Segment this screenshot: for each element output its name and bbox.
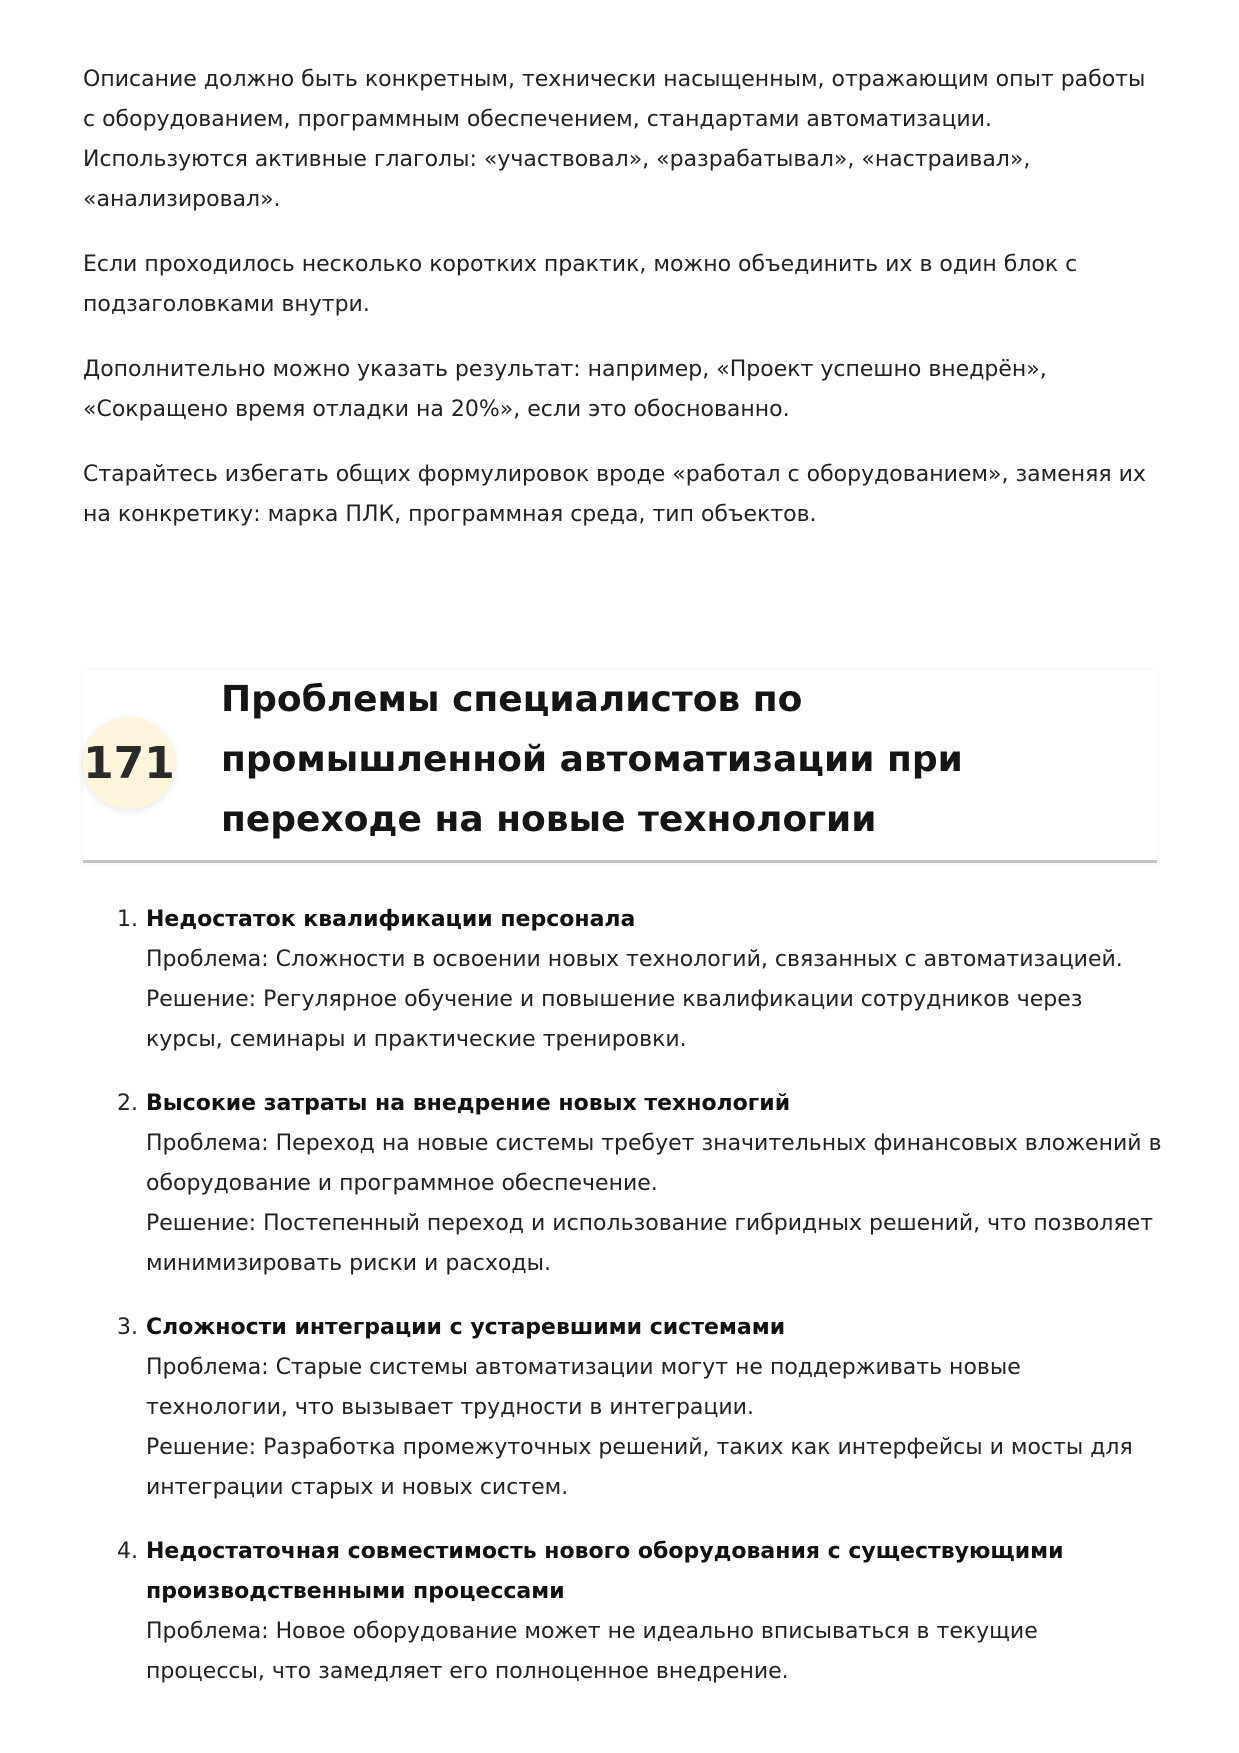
list-item-title: Высокие затраты на внедрение новых технологий [146,1091,791,1116]
list-item-solution: Решение: Постепенный переход и использование гибридных решений, что позволяет минимизировать риски и расходы. [146,1211,1154,1276]
list-item-number: 2. [117,1091,138,1116]
section-title: Проблемы специалистов по промышленной автоматизации при переходе на новые технологии [221,679,963,840]
list-item-problem: Проблема: Старые системы автоматизации могут не поддерживать новые технологии, что вызывает трудности в интеграции. [146,1355,1021,1420]
intro-paragraph: Старайтесь избегать общих формулировок вроде «работал с оборудованием», заменяя их на конкретику: марка ПЛК, программная среда, тип объектов. [83,462,1146,527]
list-item-number: 3. [117,1315,138,1340]
list-item [83,1084,1163,1284]
list-item-problem: Проблема: Переход на новые системы требует значительных финансовых вложений в оборудование и программное обеспечение. [146,1131,1162,1196]
intro-text [83,60,1163,560]
list-item-title: Сложности интеграции с устаревшими системами [146,1315,786,1340]
section-header [83,670,1157,863]
list-item [83,1308,1163,1508]
list-item [83,900,1163,1060]
section-number-badge: 171 [83,717,175,809]
list-item-number: 1. [117,907,138,932]
intro-paragraph: Если проходилось несколько коротких практик, можно объединить их в один блок с подзаголовками внутри. [83,252,1078,317]
list-item [83,1532,1163,1692]
list-item-problem: Проблема: Новое оборудование может не идеально вписываться в текущие процессы, что замедляет его полноценное внедрение. [146,1619,1038,1684]
list-item-title: Недостаток квалификации персонала [146,907,636,932]
list-item-title: Недостаточная совместимость нового оборудования с существующими производственными процессами [146,1539,1064,1604]
list-item-solution: Решение: Регулярное обучение и повышение квалификации сотрудников через курсы, семинары и практические тренировки. [146,987,1083,1052]
list-item-solution: Решение: Разработка промежуточных решений, таких как интерфейсы и мосты для интеграции старых и новых систем. [146,1435,1133,1500]
intro-paragraph: Дополнительно можно указать результат: например, «Проект успешно внедрён», «Сокращено время отладки на 20%», если это обоснованно. [83,357,1047,422]
list-item-number: 4. [117,1539,138,1564]
list-item-problem: Проблема: Сложности в освоении новых технологий, связанных с автоматизацией. [146,947,1123,972]
problems-list [83,900,1163,1716]
intro-paragraph: Описание должно быть конкретным, технически насыщенным, отражающим опыт работы с оборудованием, программным обеспечением, стандартами автоматизации. Используются активные глаголы: «участвовал», «разрабатывал», «настраивал», «анализировал». [83,67,1146,212]
